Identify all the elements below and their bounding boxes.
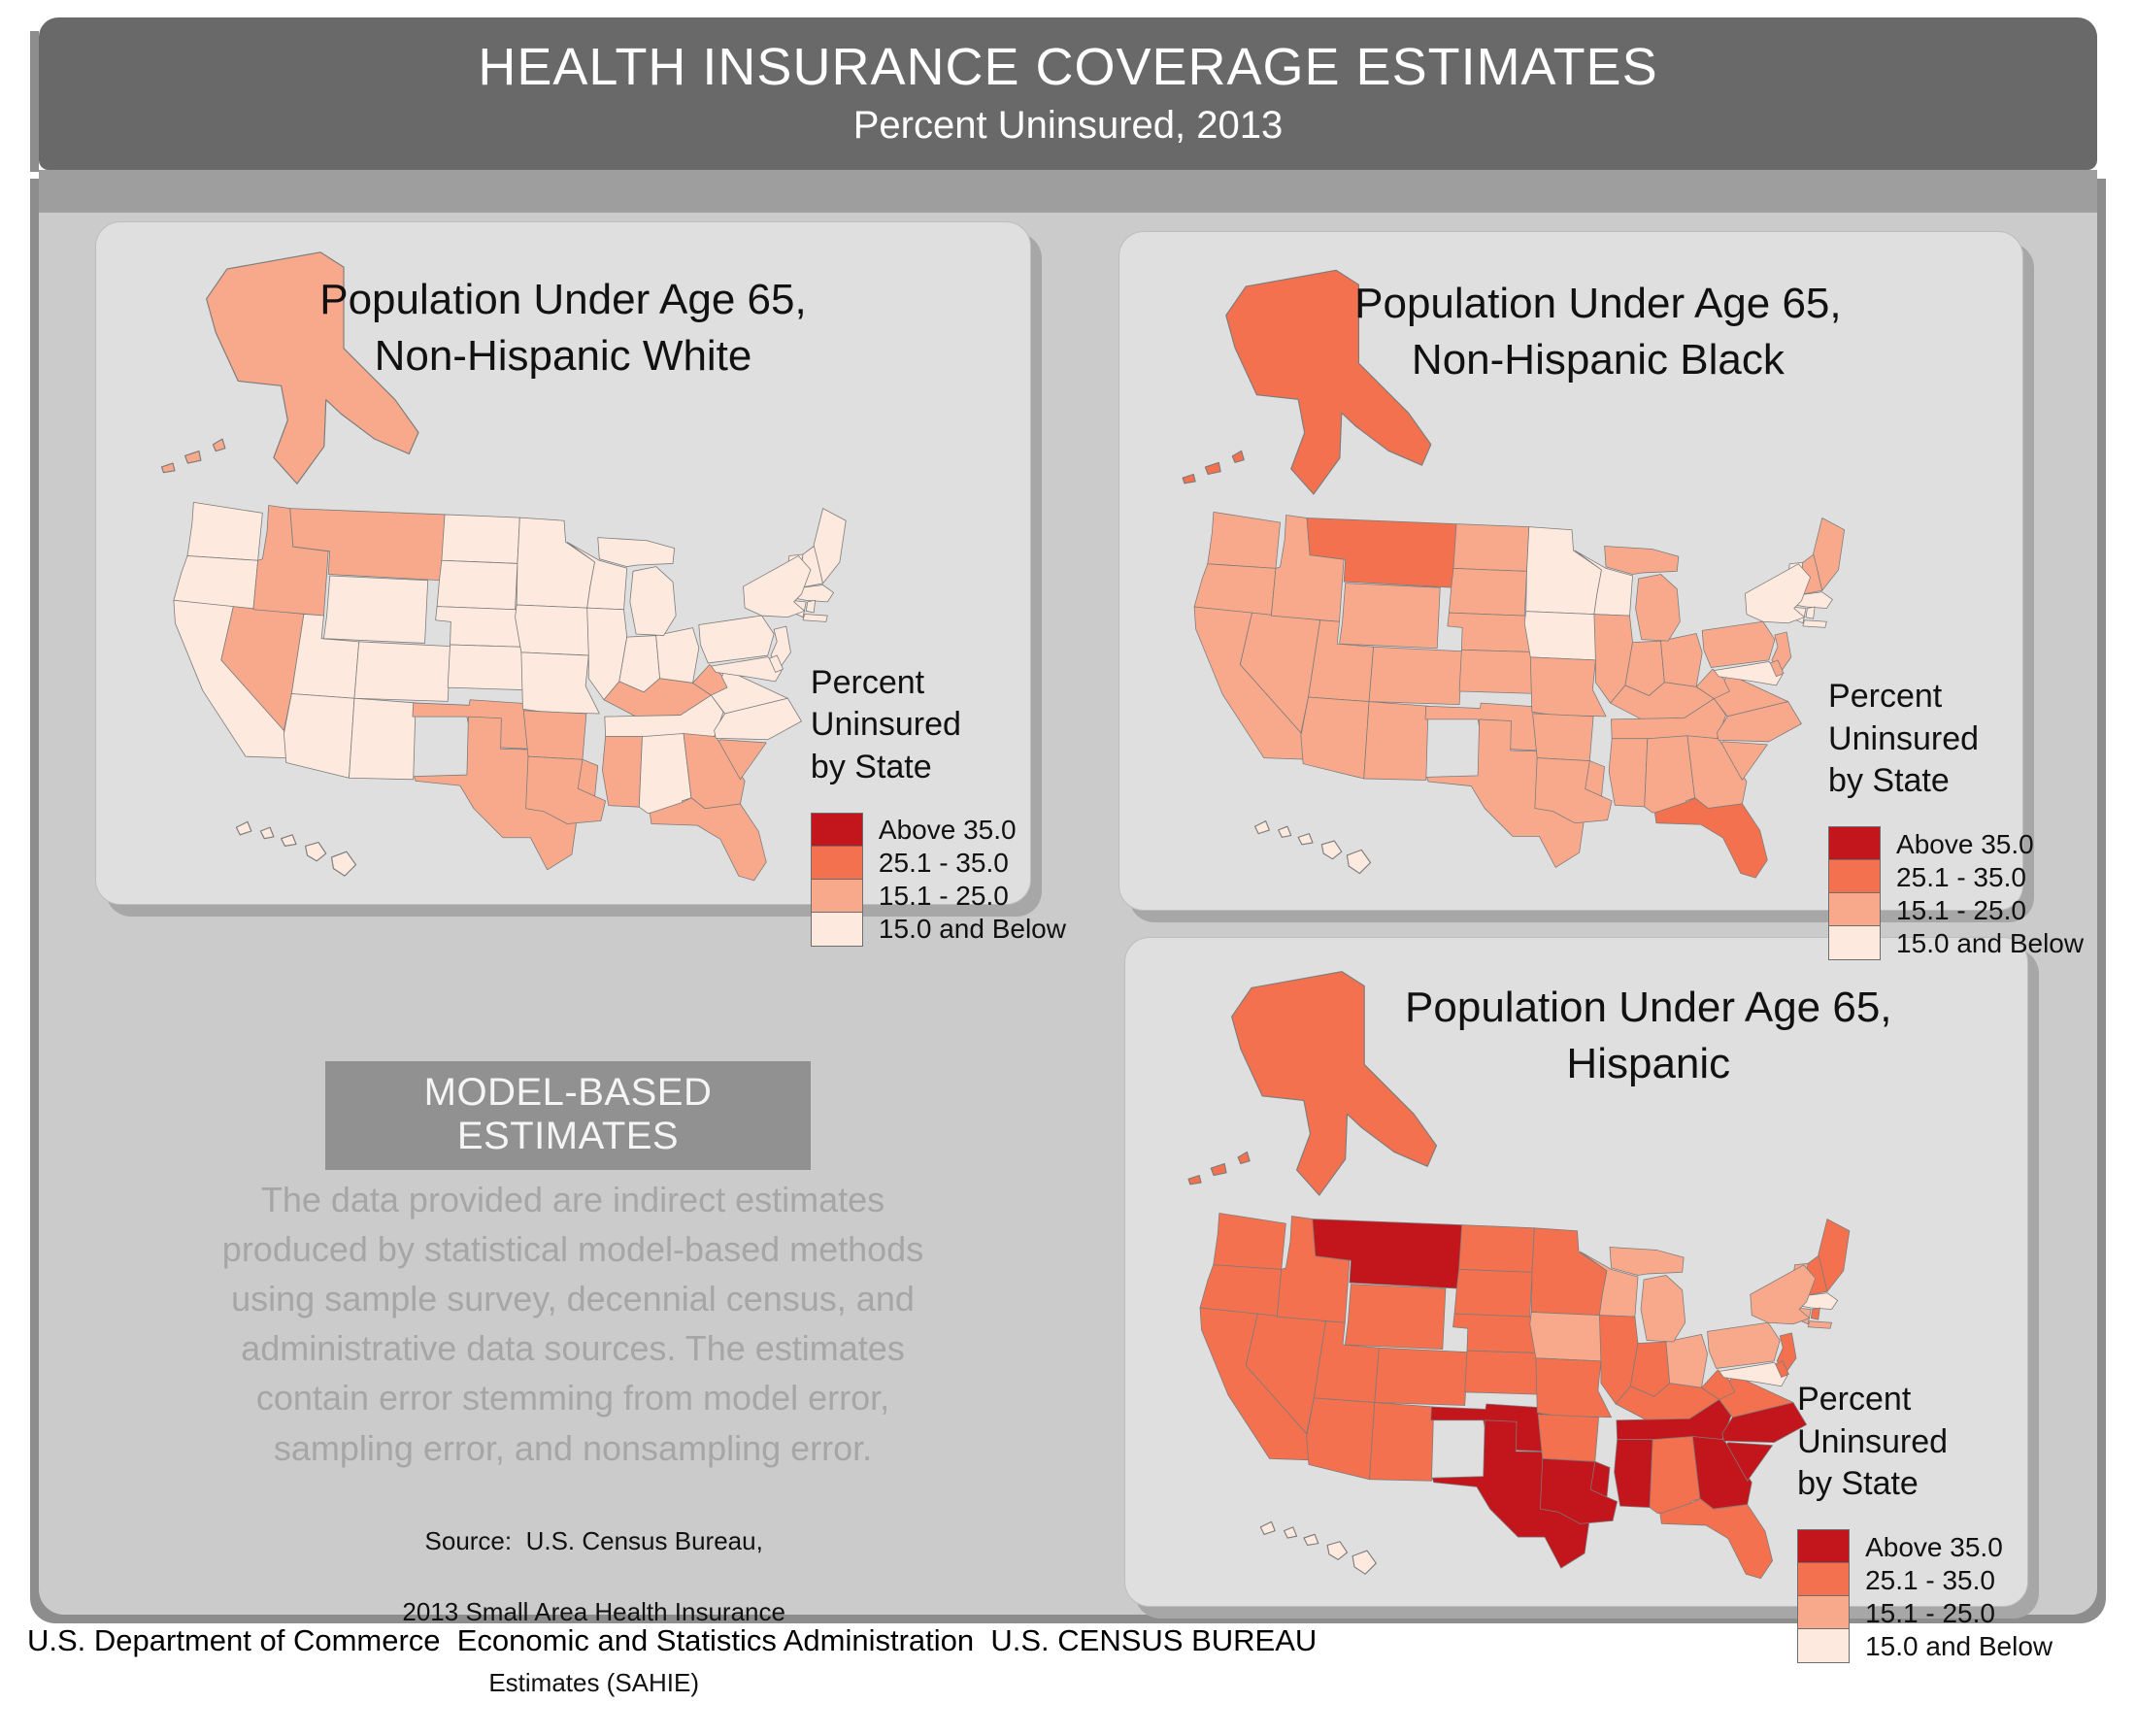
- legend-label: 25.1 - 35.0: [878, 848, 1009, 879]
- state-FL: [1660, 1499, 1773, 1579]
- agency-footer: U.S. Department of Commerce Economic and Statistics Administration U.S. CENSUS BUREAU: [27, 1623, 1318, 1657]
- legend-swatch: [1828, 925, 1881, 960]
- map-panel-non-hispanic-black: [1118, 231, 2085, 958]
- source-line: Estimates (SAHIE): [488, 1667, 700, 1697]
- legend-label: 25.1 - 35.0: [1896, 861, 2026, 892]
- state-AZ: [284, 693, 354, 778]
- legend-swatch: [1828, 892, 1881, 927]
- state-WY: [1340, 584, 1441, 649]
- subtitle: Percent Uninsured, 2013: [852, 104, 1284, 148]
- header-underband: [39, 170, 2097, 213]
- map-legend: [1797, 1379, 2053, 1663]
- state-PA: [699, 616, 774, 663]
- legend-title: [811, 662, 1066, 789]
- legend-row: [1828, 861, 2084, 894]
- legend-label: 15.0 and Below: [1896, 927, 2085, 958]
- legend-label: 15.1 - 25.0: [878, 881, 1009, 912]
- state-WA: [187, 502, 262, 560]
- state-NM: [1369, 1402, 1433, 1481]
- lower-48-group: [1200, 1213, 1850, 1578]
- state-OH: [1661, 633, 1703, 686]
- map-panel-non-hispanic-white: [95, 221, 1066, 945]
- model-based-estimates-text: The data provided are indirect estimates produced by statistical model-based methods using sample survey, decennial census, and administrative data sources. The estimates contain error stemming from model error, sampling error, and nonsampling error.: [221, 1180, 924, 1468]
- state-AR: [1538, 1415, 1598, 1462]
- legend-label: 25.1 - 35.0: [1865, 1564, 1995, 1595]
- legend-row: [1797, 1630, 2053, 1663]
- source-line: Source: U.S. Census Bureau,: [424, 1526, 763, 1556]
- state-IA: [1530, 1313, 1607, 1361]
- legend-title-line: by State: [1828, 762, 1950, 800]
- legend-row: [1828, 927, 2084, 960]
- state-ND: [1459, 1225, 1535, 1273]
- legend-rows: [1797, 1531, 2053, 1663]
- state-RI: [1811, 1308, 1819, 1319]
- state-ND: [1453, 524, 1529, 572]
- state-SD: [1454, 1269, 1532, 1317]
- legend-swatch: [811, 879, 863, 914]
- legend-title: [1828, 676, 2084, 803]
- map-legend: [811, 662, 1066, 947]
- panel-title: [115, 272, 1012, 384]
- state-NM: [1364, 702, 1428, 781]
- state-IA: [1524, 612, 1601, 660]
- legend-label: Above 35.0: [1896, 828, 2034, 859]
- legend-label: Above 35.0: [878, 815, 1017, 846]
- legend-title-line: Uninsured: [1797, 1422, 1949, 1460]
- legend-row: [811, 913, 1066, 946]
- state-MN: [1531, 1228, 1607, 1316]
- legend-title-line: Uninsured: [1828, 719, 1980, 757]
- state-MO: [1536, 1358, 1612, 1418]
- state-AL: [1645, 736, 1695, 813]
- state-FL: [650, 798, 766, 881]
- state-AZ: [1301, 697, 1369, 779]
- legend-title: [1797, 1379, 2053, 1506]
- legend-swatch: [811, 912, 863, 947]
- state-WA: [1208, 512, 1281, 568]
- legend-label: Above 35.0: [1865, 1531, 2003, 1562]
- panel-title: [1210, 276, 1986, 388]
- legend-swatch: [811, 813, 863, 848]
- state-ND: [442, 515, 519, 563]
- state-AL: [639, 733, 691, 813]
- legend-swatch: [1797, 1529, 1850, 1564]
- source-citation: [223, 1488, 922, 1736]
- state-HI: [236, 821, 355, 876]
- map-panel-hispanic: [1124, 937, 2053, 1661]
- state-AL: [1650, 1437, 1700, 1514]
- state-RI: [1806, 607, 1815, 618]
- state-PA: [1708, 1322, 1781, 1368]
- panel-title-line1: Population Under Age 65,: [319, 275, 807, 323]
- legend-title-line: Percent: [1828, 678, 1943, 716]
- legend-row: [811, 814, 1066, 847]
- state-CO: [1375, 1348, 1468, 1405]
- state-WY: [323, 576, 427, 643]
- legend-row: [1828, 894, 2084, 927]
- legend-rows: [1828, 828, 2084, 960]
- state-MO: [521, 652, 599, 714]
- source-line: 2013 Small Area Health Insurance: [402, 1597, 785, 1627]
- state-FL: [1654, 798, 1767, 878]
- state-CO: [1369, 647, 1462, 704]
- legend-row: [1828, 828, 2084, 861]
- panel-title-line2: Non-Hispanic White: [374, 331, 752, 380]
- model-based-estimates-heading: MODEL-BASED ESTIMATES: [325, 1061, 811, 1170]
- panel-title-line1: Population Under Age 65,: [1405, 983, 1892, 1031]
- legend-title-line: by State: [810, 748, 932, 785]
- legend-row: [811, 880, 1066, 913]
- legend-rows: [811, 814, 1066, 946]
- state-HI: [1255, 821, 1371, 874]
- state-OH: [656, 628, 699, 684]
- state-HI: [1260, 1521, 1376, 1574]
- panel-title-line1: Population Under Age 65,: [1354, 280, 1842, 328]
- legend-label: 15.1 - 25.0: [1896, 894, 2026, 925]
- legend-row: [1797, 1564, 2053, 1597]
- legend-title-line: Percent: [810, 663, 925, 701]
- state-MN: [1526, 527, 1602, 615]
- legend-swatch: [1828, 826, 1881, 861]
- state-MN: [517, 517, 594, 608]
- state-NM: [349, 698, 416, 780]
- state-CO: [354, 642, 451, 702]
- state-PA: [1702, 621, 1775, 667]
- map-legend: [1828, 676, 2084, 960]
- legend-title-line: Percent: [1797, 1381, 1912, 1419]
- legend-title-line: by State: [1797, 1465, 1919, 1503]
- lower-48-group: [174, 502, 846, 881]
- state-OH: [1666, 1334, 1708, 1387]
- legend-label: 15.0 and Below: [878, 914, 1066, 945]
- state-AR: [1533, 714, 1594, 761]
- legend-swatch: [1828, 859, 1881, 894]
- legend-swatch: [811, 846, 863, 881]
- legend-swatch: [1797, 1595, 1850, 1630]
- title-banner: [39, 17, 2097, 170]
- legend-label: 15.1 - 25.0: [1865, 1597, 1995, 1628]
- panel-title-line2: Hispanic: [1566, 1039, 1731, 1087]
- main-title: HEALTH INSURANCE COVERAGE ESTIMATES: [478, 38, 1658, 96]
- state-MS: [602, 737, 642, 808]
- legend-row: [811, 847, 1066, 880]
- legend-row: [1797, 1597, 2053, 1630]
- state-IA: [516, 605, 595, 655]
- state-AZ: [1307, 1398, 1375, 1480]
- state-WY: [1345, 1285, 1446, 1350]
- panel-title-line2: Non-Hispanic Black: [1411, 336, 1785, 384]
- panel-title: [1270, 980, 2027, 1092]
- state-MS: [1609, 739, 1648, 807]
- state-WA: [1214, 1213, 1286, 1269]
- lower-48-group: [1194, 512, 1845, 878]
- state-RI: [806, 600, 815, 613]
- legend-row: [1797, 1531, 2053, 1564]
- state-SD: [1449, 568, 1526, 616]
- state-MS: [1615, 1440, 1653, 1508]
- state-SD: [437, 560, 517, 609]
- legend-swatch: [1797, 1628, 1850, 1663]
- legend-title-line: Uninsured: [810, 706, 961, 744]
- legend-swatch: [1797, 1562, 1850, 1597]
- legend-label: 15.0 and Below: [1865, 1630, 2053, 1661]
- state-MO: [1530, 657, 1606, 717]
- state-AR: [523, 711, 586, 759]
